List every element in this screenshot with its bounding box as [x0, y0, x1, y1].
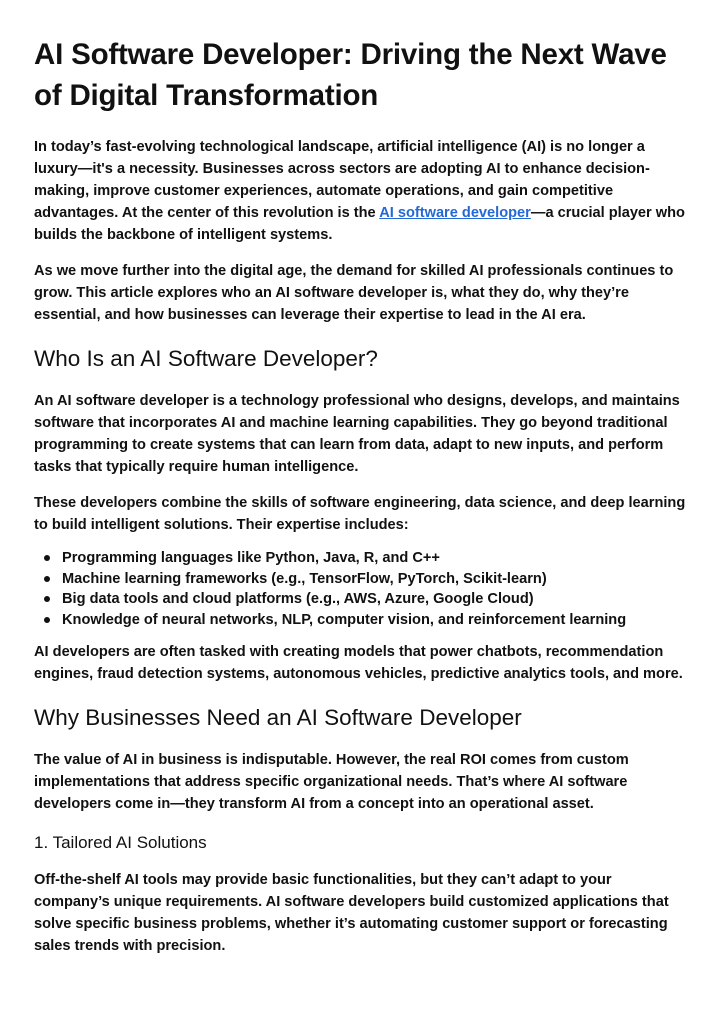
list-item-text: Knowledge of neural networks, NLP, computer vision, and reinforcement learning [62, 611, 627, 628]
bullet-icon [44, 596, 50, 602]
list-item-text: Machine learning frameworks (e.g., TensorFlow, PyTorch, Scikit-learn) [62, 570, 547, 587]
intro-paragraph-2: As we move further into the digital age, the demand for skilled AI professionals continues to grow. This article explores who an AI software developer is, what they do, why they’re essential, and how businesses can leverage their expertise to lead in the AI era. [34, 263, 674, 323]
section1-paragraph-2: These developers combine the skills of software engineering, data science, and deep learning to build intelligent solutions. Their expertise includes: [34, 495, 686, 533]
ai-software-developer-link[interactable]: AI software developer [379, 205, 531, 221]
bullet-icon [44, 576, 50, 582]
list-item [62, 610, 686, 631]
subsection-heading-tailored: 1. Tailored AI Solutions [34, 833, 207, 852]
intro-text-after-link: —a crucial player who builds the backbone of intelligent systems. [34, 205, 685, 243]
section2-paragraph-1: The value of AI in business is indisputable. However, the real ROI comes from custom implementations that address specific organizational needs. That’s where AI software developers come in—they transform AI from a concept into an operational asset. [34, 752, 629, 812]
expertise-list [34, 548, 686, 630]
list-item [62, 589, 686, 610]
section1-paragraph-3: AI developers are often tasked with creating models that power chatbots, recommendation engines, fraud detection systems, autonomous vehicles, predictive analytics tools, and more. [34, 644, 683, 682]
intro-text-before-link: In today’s fast-evolving technological landscape, artificial intelligence (AI) is no longer a luxury—it's a necessity. Businesses across sectors are adopting AI to enhance decision-making, improve customer experiences, automate operations, and gain competitive advantages. At the center of this revolution is the [34, 139, 650, 221]
intro-paragraph-1 [34, 136, 686, 246]
section-heading-why: Why Businesses Need an AI Software Developer [34, 705, 522, 730]
list-item [62, 548, 686, 569]
list-item-text: Programming languages like Python, Java, R, and C++ [62, 550, 440, 566]
list-item [62, 569, 686, 590]
section1-paragraph-1: An AI software developer is a technology professional who designs, develops, and maintains software that incorporates AI and machine learning capabilities. They go beyond traditional programming to create systems that can learn from data, adapt to new inputs, and perform tasks that typically require human intelligence. [34, 393, 680, 475]
bullet-icon [44, 617, 50, 623]
bullet-icon [44, 555, 50, 561]
subsection-paragraph-1: Off-the-shelf AI tools may provide basic functionalities, but they can’t adapt to your company’s unique requirements. AI software developers build customized applications that solve specific business problems, whether it’s automating customer support or forecasting sales trends with precision. [34, 872, 669, 954]
section-heading-who: Who Is an AI Software Developer? [34, 346, 378, 371]
article-title: AI Software Developer: Driving the Next Wave of Digital Transformation [34, 38, 667, 112]
list-item-text: Big data tools and cloud platforms (e.g., AWS, Azure, Google Cloud) [62, 591, 534, 607]
